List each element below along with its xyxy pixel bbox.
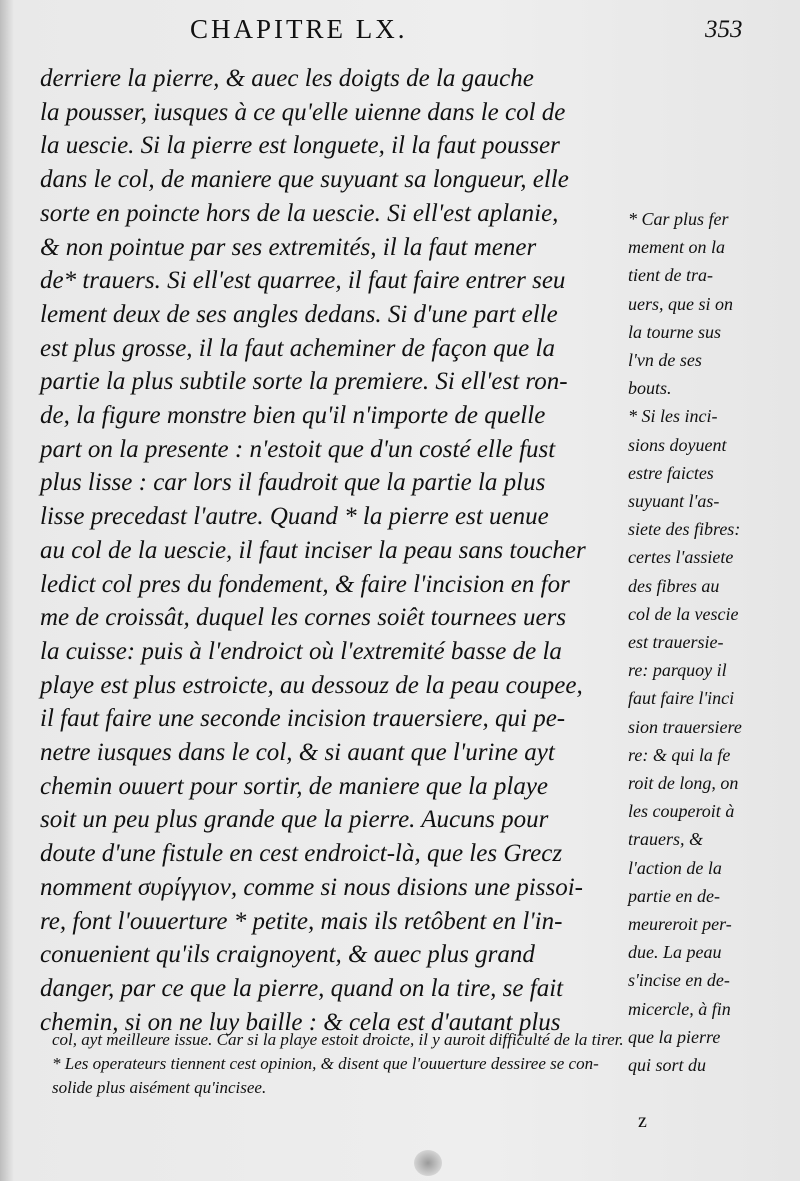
- text-line: lement deux de ses angles dedans. Si d'une part elle: [40, 300, 558, 328]
- margin-note-line: bouts.: [628, 378, 672, 399]
- text-line: me de croissât, duquel les cornes soiêt tournees uers: [40, 604, 567, 632]
- margin-note-line: s'incise en de-: [628, 970, 730, 991]
- margin-note-line: * Si les inci-: [628, 406, 718, 427]
- text-line: il faut faire une seconde incision trauersiere, qui pe-: [40, 705, 566, 733]
- margin-note-line: re: parquoy il: [628, 660, 727, 681]
- text-line: lisse precedast l'autre. Quand * la pierre est uenue: [40, 503, 549, 531]
- text-line: ledict col pres du fondement, & faire l'incision en for: [40, 570, 570, 598]
- margin-notes: [628, 205, 793, 1079]
- margin-note-line: l'action de la: [628, 857, 722, 878]
- text-line: part on la presente : n'estoit que d'un costé elle fust: [40, 435, 556, 463]
- text-line: sorte en poincte hors de la uescie. Si ell'est aplanie,: [40, 199, 559, 227]
- text-line: netre iusques dans le col, & si auant que l'urine ayt: [40, 739, 555, 767]
- margin-note-line: suyuant l'as-: [628, 491, 720, 512]
- margin-note-line: mement on la: [628, 237, 725, 258]
- main-text-block: [40, 62, 620, 1039]
- margin-note-line: roit de long, on: [628, 773, 739, 794]
- text-line: la pousser, iusques à ce qu'elle uienne dans le col de: [40, 98, 566, 126]
- margin-note-line: trauers, &: [628, 829, 704, 850]
- margin-note-line: micercle, à fin: [628, 998, 731, 1019]
- text-line: la uescie. Si la pierre est longuete, il la faut pousser: [40, 132, 560, 160]
- margin-note-line: estre faictes: [628, 462, 714, 483]
- margin-note-line: certes l'assiete: [628, 547, 734, 568]
- margin-note-line: des fibres au: [628, 575, 720, 596]
- margin-note-line: l'vn de ses: [628, 350, 702, 371]
- text-line: partie la plus subtile sorte la premiere. Si ell'est ron-: [40, 368, 568, 396]
- text-line: playe est plus estroicte, au dessouz de la peau coupee,: [40, 671, 583, 699]
- margin-note-line: qui sort du: [628, 1055, 707, 1076]
- margin-note-line: * Car plus fer: [628, 209, 729, 229]
- margin-note-line: sions doyuent: [628, 434, 727, 455]
- text-line: derriere la pierre, & auec les doigts de la gauche: [40, 65, 534, 92]
- margin-note-line: re: & qui la fe: [628, 744, 731, 765]
- text-line: est plus grosse, il la faut acheminer de façon que la: [40, 334, 555, 362]
- margin-note-line: faut faire l'inci: [628, 688, 735, 709]
- margin-note-line: col de la vescie: [628, 603, 739, 624]
- footnote: [52, 1028, 782, 1100]
- text-line: dans le col, de maniere que suyuant sa longueur, elle: [40, 166, 569, 194]
- margin-note-line: siete des fibres:: [628, 519, 741, 540]
- margin-note-line: la tourne sus: [628, 321, 722, 342]
- text-line: plus lisse : car lors il faudroit que la partie la plus: [40, 469, 546, 497]
- margin-note-line: partie en de-: [628, 885, 720, 906]
- footnote-line: * Les operateurs tiennent cest opinion, & disent que l'ouuerture dessiree se con-: [52, 1054, 599, 1073]
- text-line: au col de la uescie, il faut inciser la peau sans toucher: [40, 536, 586, 564]
- text-line: soit un peu plus grande que la pierre. Aucuns pour: [40, 806, 549, 834]
- signature-mark: z: [638, 1110, 647, 1132]
- text-line: doute d'une fistule en cest endroict-là, que les Grecz: [40, 840, 563, 868]
- text-line: de, la figure monstre bien qu'il n'importe de quelle: [40, 402, 546, 430]
- margin-note-line: sion trauersiere: [628, 716, 742, 737]
- footnote-line: col, ayt meilleure issue. Car si la playe estoit droicte, il y auroit difficulté de la tirer.: [52, 1030, 624, 1049]
- text-line: nomment συρίγγιον, comme si nous disions une pissoi-: [40, 873, 583, 901]
- footnote-line: solide plus aisément qu'incisee.: [52, 1078, 267, 1097]
- margin-note-line: meureroit per-: [628, 914, 732, 935]
- margin-note-line: est trauersie-: [628, 632, 724, 653]
- text-line: la cuisse: puis à l'endroict où l'extremité basse de la: [40, 637, 562, 665]
- margin-note-line: uers, que si on: [628, 293, 733, 314]
- running-head: CHAPITRE LX.: [190, 14, 408, 44]
- margin-note-line: les couperoit à: [628, 801, 735, 822]
- ink-smudge: [414, 1150, 442, 1176]
- text-line: conuenient qu'ils craignoyent, & auec plus grand: [40, 941, 535, 969]
- text-line: re, font l'ouuerture * petite, mais ils retôbent en l'in-: [40, 907, 563, 935]
- text-line: chemin, si on ne luy baille : & cela est d'autant plus: [40, 1008, 561, 1036]
- margin-note-line: tient de tra-: [628, 265, 713, 286]
- page-number: 353: [705, 16, 743, 43]
- text-line: & non pointue par ses extremités, il la faut mener: [40, 233, 537, 261]
- margin-note-line: due. La peau: [628, 942, 722, 963]
- text-line: danger, par ce que la pierre, quand on la tire, se fait: [40, 974, 564, 1002]
- text-line: de* trauers. Si ell'est quarree, il faut faire entrer seu: [40, 267, 566, 295]
- margin-note-line: que la pierre: [628, 1026, 721, 1047]
- text-line: chemin ouuert pour sortir, de maniere que la playe: [40, 772, 549, 800]
